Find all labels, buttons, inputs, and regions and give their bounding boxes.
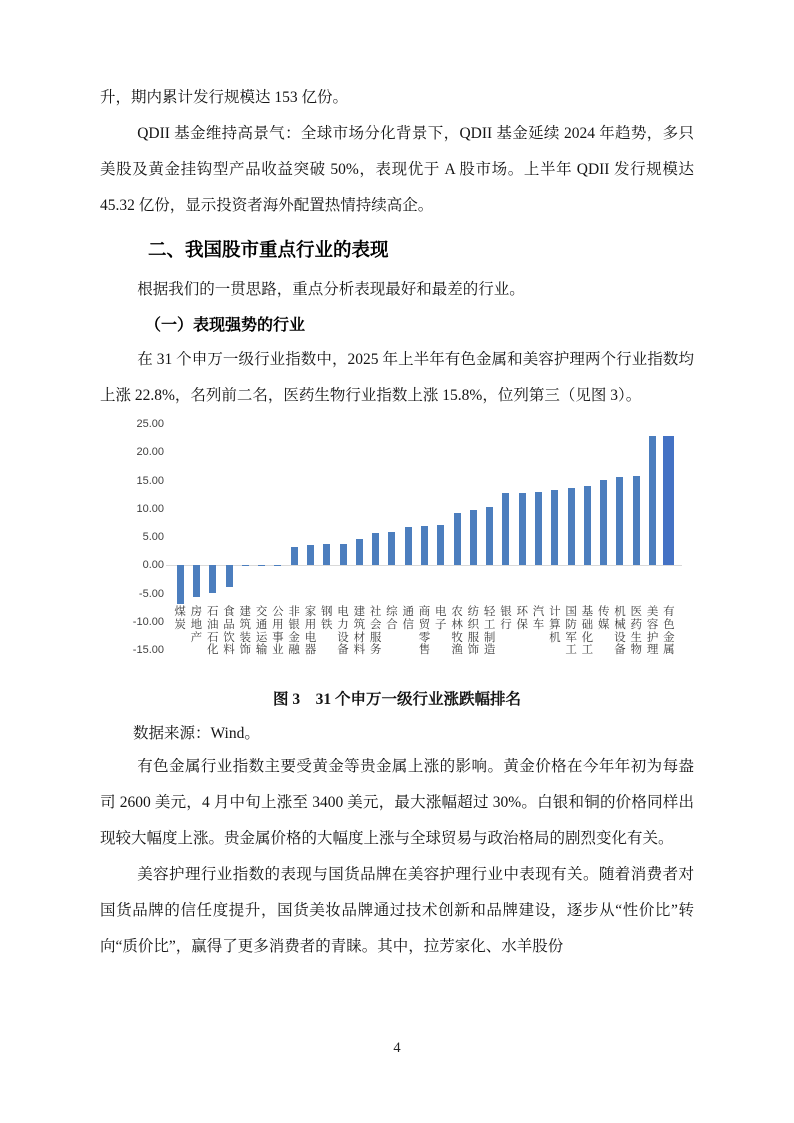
category-label: 基 础 化 工 bbox=[581, 606, 594, 657]
category-label: 家 用 电 器 bbox=[304, 606, 317, 657]
category-label: 社 会 服 务 bbox=[369, 606, 382, 657]
chart-bar bbox=[502, 493, 509, 565]
category-label: 建 筑 装 饰 bbox=[239, 606, 252, 657]
category-label: 建 筑 材 料 bbox=[353, 606, 366, 657]
category-label: 医 药 生 物 bbox=[630, 606, 643, 657]
chart-bar bbox=[209, 565, 216, 593]
category-label: 计 算 机 bbox=[549, 606, 561, 644]
category-label: 食 品 饮 料 bbox=[223, 606, 235, 657]
page-number: 4 bbox=[393, 1040, 401, 1056]
chart-bar bbox=[519, 493, 526, 565]
y-axis-tick: 0.00 bbox=[142, 559, 164, 572]
chart-bar bbox=[437, 525, 444, 566]
chart-bar bbox=[226, 565, 233, 586]
category-label: 交 通 运 输 bbox=[255, 606, 268, 657]
section-heading: 二、我国股市重点行业的表现 bbox=[148, 239, 389, 260]
category-label: 电 力 设 备 bbox=[337, 606, 349, 657]
category-label: 环 保 bbox=[516, 606, 528, 631]
paragraph-beauty: 美容护理行业指数的表现与国货品牌在美容护理行业中表现有关。随着消费者对国货品牌的信任度提升，国货美妆品牌通过技术创新和品牌建设，逐步从“性价比”转向“质价比”，赢得了更多消费者的青睐。其中，拉芳家化、水羊股份 bbox=[100, 866, 694, 955]
chart-bar bbox=[663, 436, 674, 565]
category-label: 传 媒 bbox=[597, 606, 610, 631]
chart-bar bbox=[649, 436, 656, 565]
chart-bar bbox=[193, 565, 200, 597]
chart-bar bbox=[340, 544, 347, 565]
category-label: 轻 工 制 造 bbox=[483, 606, 496, 657]
category-label: 公 用 事 业 bbox=[272, 606, 284, 657]
category-label: 有 色 金 属 bbox=[663, 606, 675, 657]
category-label: 通 信 bbox=[402, 606, 414, 631]
category-label: 房 地 产 bbox=[190, 606, 203, 644]
y-axis-tick: -15.00 bbox=[132, 644, 164, 656]
chart-bar bbox=[274, 565, 281, 566]
chart-bar bbox=[584, 486, 591, 565]
category-label: 非 银 金 融 bbox=[288, 606, 300, 657]
chart-bar bbox=[454, 513, 461, 566]
category-label: 综 合 bbox=[386, 606, 398, 631]
industry-bar-chart bbox=[108, 414, 694, 669]
chart-bar bbox=[421, 526, 428, 565]
category-label: 汽 车 bbox=[532, 606, 545, 631]
category-label: 美 容 护 理 bbox=[646, 606, 659, 657]
category-label: 银 行 bbox=[500, 606, 512, 631]
chart-bar bbox=[486, 507, 493, 565]
chart-bar bbox=[258, 565, 265, 566]
category-label: 国 防 军 工 bbox=[565, 606, 577, 657]
paragraph-intro: 根据我们的一贯思路，重点分析表现最好和最差的行业。 bbox=[137, 281, 525, 298]
chart-bar bbox=[388, 532, 395, 565]
category-label: 纺 织 服 饰 bbox=[467, 606, 480, 657]
chart-bar bbox=[568, 488, 575, 565]
category-label: 农 林 牧 渔 bbox=[451, 606, 463, 657]
y-axis-tick: 15.00 bbox=[136, 474, 164, 487]
chart-bar bbox=[633, 476, 640, 565]
y-axis-tick: 20.00 bbox=[136, 446, 164, 459]
chart-bar bbox=[242, 565, 249, 566]
figure-caption: 图 3 31 个申万一级行业涨跌幅排名 bbox=[272, 691, 521, 708]
paragraph-qdii: QDII 基金维持高景气：全球市场分化背景下，QDII 基金延续 2024 年趋势，多只美股及黄金挂钩型产品收益突破 50%，表现优于 A 股市场。上半年 QDII 发行规模达 45.32 亿份，显示投资者海外配置热情持续高企。 bbox=[100, 125, 694, 214]
chart-bar bbox=[470, 510, 477, 565]
y-axis-tick: 10.00 bbox=[136, 502, 164, 515]
category-label: 商 贸 零 售 bbox=[418, 606, 431, 657]
chart-bar bbox=[323, 544, 330, 565]
y-axis-tick: -10.00 bbox=[132, 615, 164, 628]
chart-bar bbox=[356, 539, 363, 565]
chart-bar bbox=[405, 527, 412, 565]
category-label: 机 械 设 备 bbox=[614, 606, 626, 657]
category-label: 石 油 石 化 bbox=[206, 606, 219, 657]
y-axis-tick: -5.00 bbox=[138, 587, 164, 600]
chart-bar bbox=[535, 492, 542, 565]
category-label: 钢 铁 bbox=[321, 606, 333, 631]
data-source: 数据来源：Wind。 bbox=[133, 725, 260, 742]
chart-bar bbox=[372, 533, 379, 565]
paragraph-metals: 有色金属行业指数主要受黄金等贵金属上涨的影响。黄金价格在今年年初为每盎司 2600 美元，4 月中旬上涨至 3400 美元，最大涨幅超过 30%。白银和铜的价格同样出现较大幅度上涨。贵金属价格的大幅度上涨与全球贸易与政治格局的剧烈变化有关。 bbox=[100, 758, 694, 847]
y-axis-tick: 25.00 bbox=[136, 418, 164, 430]
paragraph-chart-intro: 在 31 个申万一级行业指数中，2025 年上半年有色金属和美容护理两个行业指数均上涨 22.8%，名列前二名，医药生物行业指数上涨 15.8%，位列第三（见图 3）。 bbox=[100, 351, 694, 404]
chart-bar bbox=[616, 477, 623, 565]
chart-bar bbox=[307, 545, 314, 565]
subsection-heading: （一）表现强势的行业 bbox=[145, 317, 306, 334]
y-axis-tick: 5.00 bbox=[142, 531, 164, 543]
chart-bar bbox=[600, 480, 607, 565]
paragraph-continuation: 升，期内累计发行规模达 153 亿份。 bbox=[100, 89, 349, 106]
chart-bar bbox=[551, 490, 558, 566]
chart-bar bbox=[291, 547, 298, 566]
chart-bar bbox=[177, 565, 184, 603]
category-label: 煤 炭 bbox=[174, 606, 186, 631]
category-label: 电 子 bbox=[435, 606, 447, 631]
